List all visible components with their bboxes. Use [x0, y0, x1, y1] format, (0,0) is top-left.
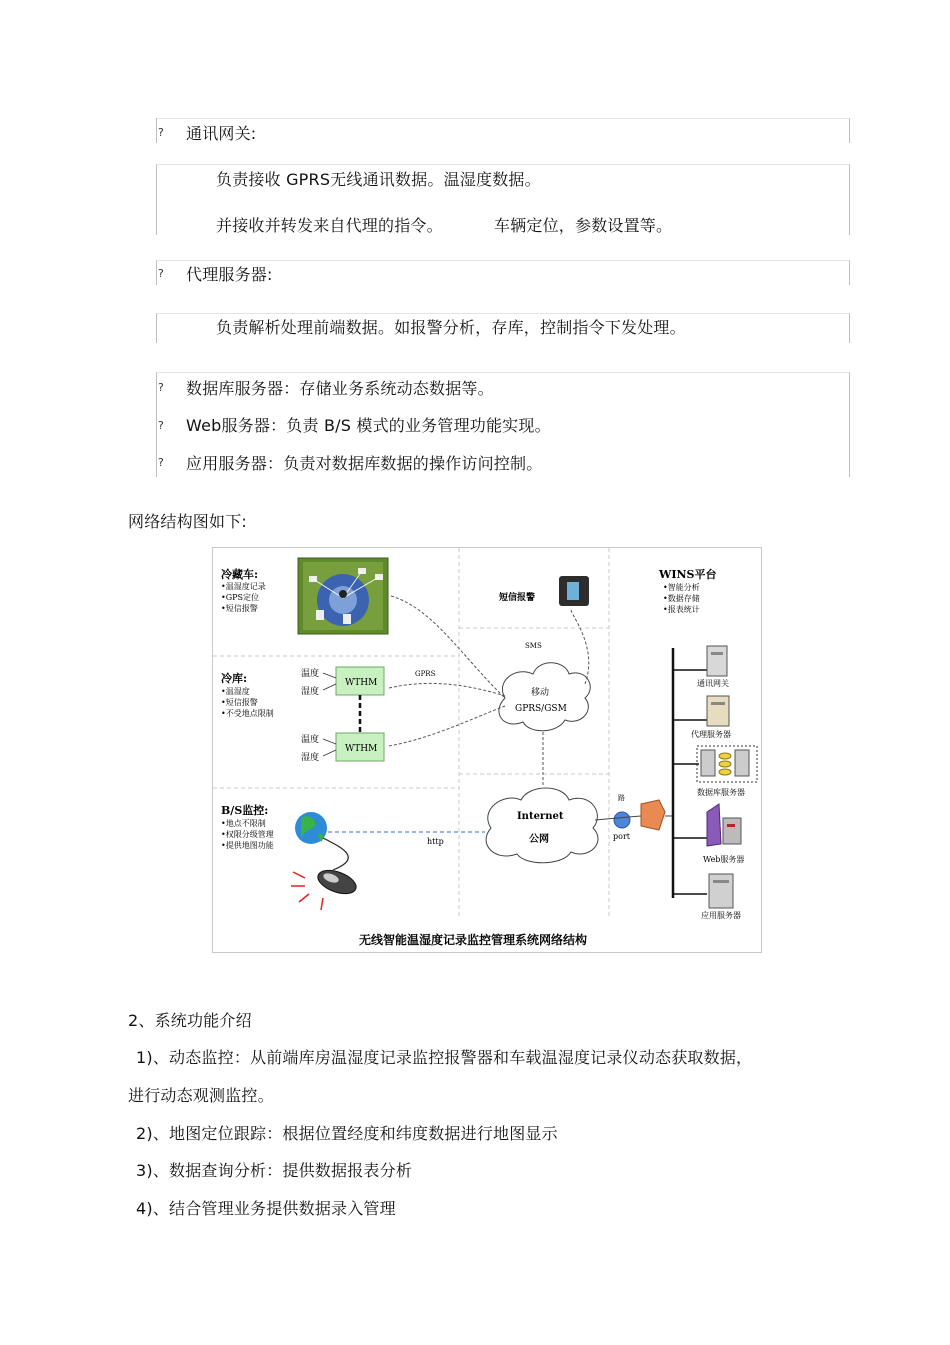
section2-item4: 4)、结合管理业务提供数据录入管理	[136, 1199, 396, 1218]
gateway-bullet-icon: ?	[158, 126, 164, 139]
wins-title: WINS平台	[659, 568, 717, 581]
proxy-bullet-icon: ?	[158, 267, 164, 280]
mobile-cloud-label-2: GPRS/GSM	[515, 704, 567, 714]
gprs-label: GPRS	[415, 670, 436, 678]
internet-cloud	[486, 788, 598, 863]
port-label: port	[613, 832, 630, 841]
server-label-proxy: 代理服务器	[691, 730, 731, 739]
app-server-icon	[709, 874, 733, 908]
server-label-app: 应用服务器	[701, 911, 741, 920]
http-label: http	[427, 837, 444, 846]
humid-label-1: 湿度	[301, 687, 320, 697]
bs-item-3: •提供地图功能	[221, 841, 274, 850]
server-label-web: Web服务器	[703, 855, 745, 864]
gateway-desc-line2b: 车辆定位，参数设置等。	[494, 216, 673, 235]
db-bullet-icon: ?	[158, 381, 164, 394]
gateway-box	[156, 118, 850, 143]
section2-heading: 2、系统功能介绍	[128, 1011, 252, 1030]
wins-item-3: •报表统计	[663, 605, 700, 614]
section2-item3: 3)、数据查询分析：提供数据报表分析	[136, 1161, 413, 1180]
warehouse-item-3: •不受地点限制	[221, 709, 274, 718]
humid-label-2: 湿度	[301, 753, 320, 763]
phone-icon	[559, 576, 589, 606]
gateway-server-icon	[707, 646, 727, 676]
car-item-2: •GPS定位	[221, 593, 259, 602]
wins-item-1: •智能分析	[663, 583, 700, 592]
web-text: Web服务器：负责 B/S 模式的业务管理功能实现。	[186, 416, 551, 435]
temp-label-2: 温度	[301, 735, 320, 745]
sms-alarm-label: 短信报警	[499, 593, 536, 603]
app-bullet-icon: ?	[158, 456, 164, 469]
wthm-label-2: WTHM	[345, 744, 378, 754]
section2-item2: 2)、地图定位跟踪：根据位置经度和纬度数据进行地图显示	[136, 1124, 558, 1143]
bs-item-2: •权限分级管理	[221, 830, 274, 839]
server-label-db: 数据库服务器	[697, 788, 745, 797]
gateway-desc-line1: 负责接收 GPRS无线通讯数据。温湿度数据。	[216, 170, 541, 189]
firewall-icon	[641, 800, 665, 830]
warehouse-title: 冷库:	[221, 672, 248, 685]
diagram-caption: 无线智能温湿度记录监控管理系统网络结构	[359, 933, 588, 947]
db-text: 数据库服务器：存储业务系统动态数据等。	[186, 379, 494, 398]
sms-label: SMS	[525, 642, 542, 650]
temp-label-1: 温度	[301, 669, 320, 679]
public-net-label: 公网	[529, 834, 549, 845]
app-text: 应用服务器：负责对数据库数据的操作访问控制。	[186, 454, 543, 473]
car-map-image	[298, 558, 388, 634]
bs-title: B/S监控:	[221, 804, 269, 817]
mobile-cloud-label-1: 移动	[531, 688, 550, 698]
proxy-desc-line1: 负责解析处理前端数据。如报警分析，存库，控制指令下发处理。	[216, 318, 686, 337]
gateway-title: 通讯网关:	[186, 124, 257, 143]
web-server-icon	[707, 804, 741, 846]
web-bullet-icon: ?	[158, 419, 164, 432]
network-diagram	[212, 547, 762, 953]
router-label: 路	[618, 794, 625, 802]
gateway-desc-line2a: 并接收并转发来自代理的指令。	[216, 216, 443, 235]
section2-item1-line2: 进行动态观测监控。	[128, 1086, 274, 1105]
bs-item-1: •地点不限制	[221, 819, 266, 828]
car-item-3: •短信报警	[221, 604, 258, 613]
globe-icon	[295, 812, 327, 844]
car-title: 冷藏车:	[221, 568, 259, 581]
car-item-1: •温湿度记录	[221, 582, 266, 591]
proxy-title: 代理服务器:	[186, 265, 273, 284]
warehouse-item-1: •温湿度	[221, 687, 250, 696]
internet-label: Internet	[517, 811, 564, 822]
server-label-gateway: 通讯网关	[697, 679, 729, 688]
wthm-label-1: WTHM	[345, 678, 378, 688]
proxy-server-icon	[707, 696, 729, 726]
router-icon	[614, 812, 630, 828]
db-server-icon	[697, 746, 757, 782]
network-intro: 网络结构图如下:	[128, 512, 247, 531]
warehouse-item-2: •短信报警	[221, 698, 258, 707]
mouse-icon	[315, 866, 359, 898]
section2-item1-line1: 1)、动态监控：从前端库房温湿度记录监控报警器和车载温湿度记录仪动态获取数据，	[136, 1048, 753, 1067]
wins-item-2: •数据存储	[663, 594, 700, 603]
